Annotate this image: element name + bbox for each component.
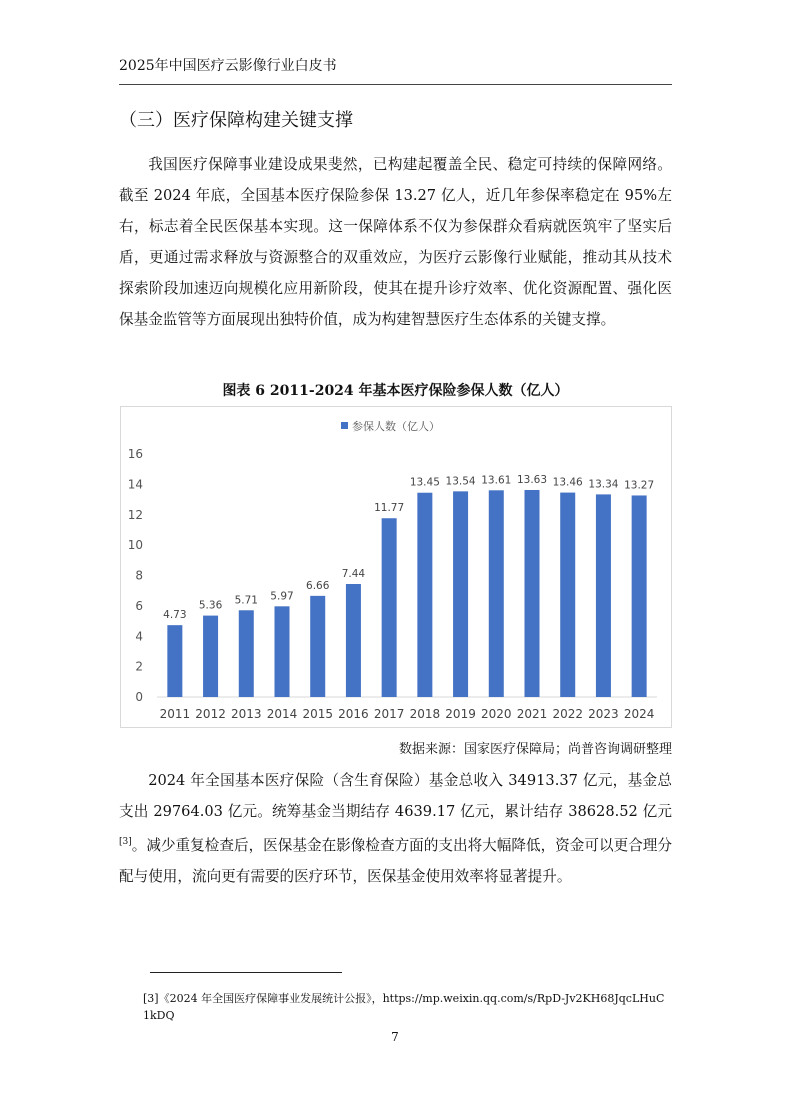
x-tick-label: 2012 [195, 707, 226, 721]
footnote-rule [150, 972, 342, 973]
data-label: 7.44 [341, 568, 366, 581]
data-label: 13.46 [552, 476, 583, 489]
footnote: [3]《2024 年全国医疗保障事业发展统计公报》，https://mp.weixin.qq.com/s/RpD-Jv2KH68JqcLHuC1kDQ [143, 992, 665, 1022]
y-tick-label: 14 [127, 477, 143, 492]
data-label: 4.73 [163, 609, 187, 622]
y-tick-label: 6 [135, 598, 143, 613]
x-tick-label: 2017 [373, 707, 405, 721]
data-label: 5.71 [234, 594, 258, 607]
data-label: 13.45 [409, 476, 440, 489]
paragraph-2-text: 2024 年全国基本医疗保险（含生育保险）基金总收入 34913.37 亿元，基金总支出 29764.03 亿元。统筹基金当期结存 4639.17 亿元，累计结存 38628.52 亿元 [119, 772, 672, 820]
x-tick-label: 2020 [481, 707, 512, 721]
paragraph-2-text-after: 。减少重复检查后，医保基金在影像检查方面的支出将大幅降低，资金可以更合理分配与使用，流向更有需要的医疗环节，医保基金使用效率将显著提升。 [119, 836, 672, 885]
x-tick-label: 2023 [588, 707, 619, 721]
header-rule [119, 84, 672, 85]
legend-label: 参保人数（亿人） [352, 420, 440, 433]
bar [453, 491, 468, 697]
x-tick-label: 2015 [302, 707, 333, 721]
bar [525, 490, 540, 697]
y-tick-label: 16 [127, 447, 143, 461]
bar [346, 584, 361, 697]
bar [560, 493, 575, 697]
x-tick-label: 2011 [159, 707, 191, 721]
y-tick-label: 4 [135, 629, 143, 644]
y-tick-label: 2 [135, 659, 143, 674]
data-label: 11.77 [374, 502, 405, 515]
legend-swatch [341, 422, 348, 429]
figure-caption: 图表 6 2011-2024 年基本医疗保险参保人数（亿人） [222, 383, 569, 399]
bar [417, 493, 432, 697]
data-label: 13.63 [516, 473, 548, 486]
y-tick-label: 8 [135, 568, 143, 583]
y-tick-label: 0 [135, 690, 143, 704]
data-label: 5.97 [270, 590, 294, 603]
y-tick-label: 12 [127, 507, 143, 522]
bar [275, 606, 290, 697]
bar [382, 518, 397, 697]
x-tick-label: 2019 [445, 707, 476, 721]
section-title: （三）医疗保障构建关键支撑 [119, 110, 353, 131]
bar [489, 490, 504, 697]
data-label: 13.54 [445, 475, 476, 488]
bar [310, 596, 325, 697]
x-tick-label: 2014 [266, 707, 298, 721]
document-header-title: 2025年中国医疗云影像行业白皮书 [119, 58, 337, 74]
bar [596, 494, 611, 697]
x-tick-label: 2024 [623, 707, 655, 721]
x-tick-label: 2018 [409, 707, 441, 721]
bar-chart [120, 406, 672, 728]
data-label: 5.36 [198, 599, 223, 612]
x-tick-label: 2016 [338, 707, 369, 721]
chart-svg [121, 407, 673, 729]
x-tick-label: 2021 [516, 707, 548, 721]
y-tick-label: 10 [127, 538, 143, 553]
paragraph-2 [119, 765, 672, 892]
bar [632, 495, 647, 697]
paragraph-1: 我国医疗保障事业建设成果斐然，已构建起覆盖全民、稳定可持续的保障网络。截至 2024 年底，全国基本医疗保险参保 13.27 亿人，近几年参保率稳定在 95%左右，标志着全民医保基本实现。这一保障体系不仅为参保群众看病就医筑牢了坚实后盾，更通过需求释放与资源整合的双重效应，为医疗云影像行业赋能，推动其从技术探索阶段加速迈向规模化应用新阶段，使其在提升诊疗效率、优化资源配置、强化医保基金监管等方面展现出独特价值，成为构建智慧医疗生态体系的关键支撑。 [119, 156, 672, 328]
footnote-reference[interactable]: [3] [119, 837, 132, 847]
bar [203, 616, 218, 697]
data-label: 6.66 [306, 579, 330, 592]
bar [239, 610, 254, 697]
data-label: 13.27 [624, 479, 655, 492]
data-label: 13.61 [481, 474, 512, 487]
figure-source: 数据来源：国家医疗保障局；尚普咨询调研整理 [398, 742, 672, 757]
x-tick-label: 2013 [231, 707, 262, 721]
data-label: 13.34 [588, 478, 619, 491]
page-number: 7 [391, 1030, 399, 1044]
x-tick-label: 2022 [552, 707, 583, 721]
bar [167, 625, 182, 697]
